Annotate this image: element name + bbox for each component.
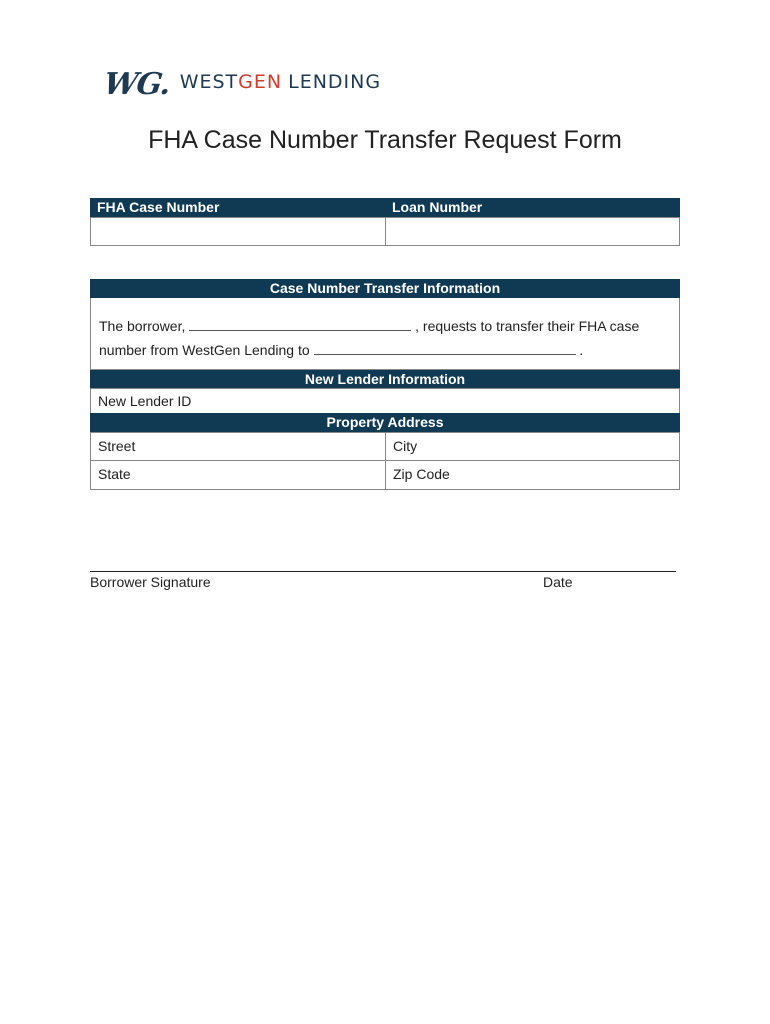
line1-prefix: The borrower, [99, 318, 186, 334]
street-field[interactable] [90, 432, 386, 461]
city-field[interactable] [385, 432, 680, 461]
loan-number-header: Loan Number [385, 198, 680, 217]
state-label: State [98, 466, 131, 482]
page-title: FHA Case Number Transfer Request Form [148, 126, 622, 154]
westgen-logo [101, 60, 382, 102]
logo-wordmark [180, 70, 381, 100]
loan-number-field[interactable] [385, 217, 680, 246]
logo-lending: LENDING [288, 71, 382, 93]
zip-code-label: Zip Code [393, 466, 450, 482]
case-number-table [90, 198, 680, 246]
street-label: Street [98, 438, 136, 454]
state-field[interactable] [90, 460, 386, 490]
transfer-line-2 [99, 342, 583, 358]
logo-west: WEST [179, 71, 239, 93]
new-lender-id-label: New Lender ID [98, 393, 192, 409]
fha-case-number-header: FHA Case Number [90, 198, 385, 217]
new-lender-blank[interactable] [314, 342, 576, 355]
borrower-signature-label: Borrower Signature [90, 574, 211, 590]
transfer-info-section [90, 279, 680, 490]
logo-mark: WG. [101, 67, 173, 102]
transfer-line-1 [99, 318, 639, 334]
transfer-info-header: Case Number Transfer Information [90, 279, 680, 298]
zip-code-field[interactable] [385, 460, 680, 490]
new-lender-header: New Lender Information [90, 370, 680, 389]
transfer-info-body [90, 298, 680, 370]
line2-prefix: number from WestGen Lending to [99, 342, 310, 358]
signature-line[interactable] [90, 571, 676, 572]
line2-suffix: . [579, 342, 584, 358]
borrower-name-blank[interactable] [189, 318, 411, 331]
fha-case-number-field[interactable] [90, 217, 386, 246]
property-address-header: Property Address [90, 413, 680, 432]
date-label: Date [543, 574, 573, 590]
city-label: City [393, 438, 418, 454]
line1-suffix: , requests to transfer their FHA case [415, 318, 640, 334]
new-lender-id-field[interactable] [90, 388, 680, 414]
logo-gen: GEN [238, 71, 283, 93]
